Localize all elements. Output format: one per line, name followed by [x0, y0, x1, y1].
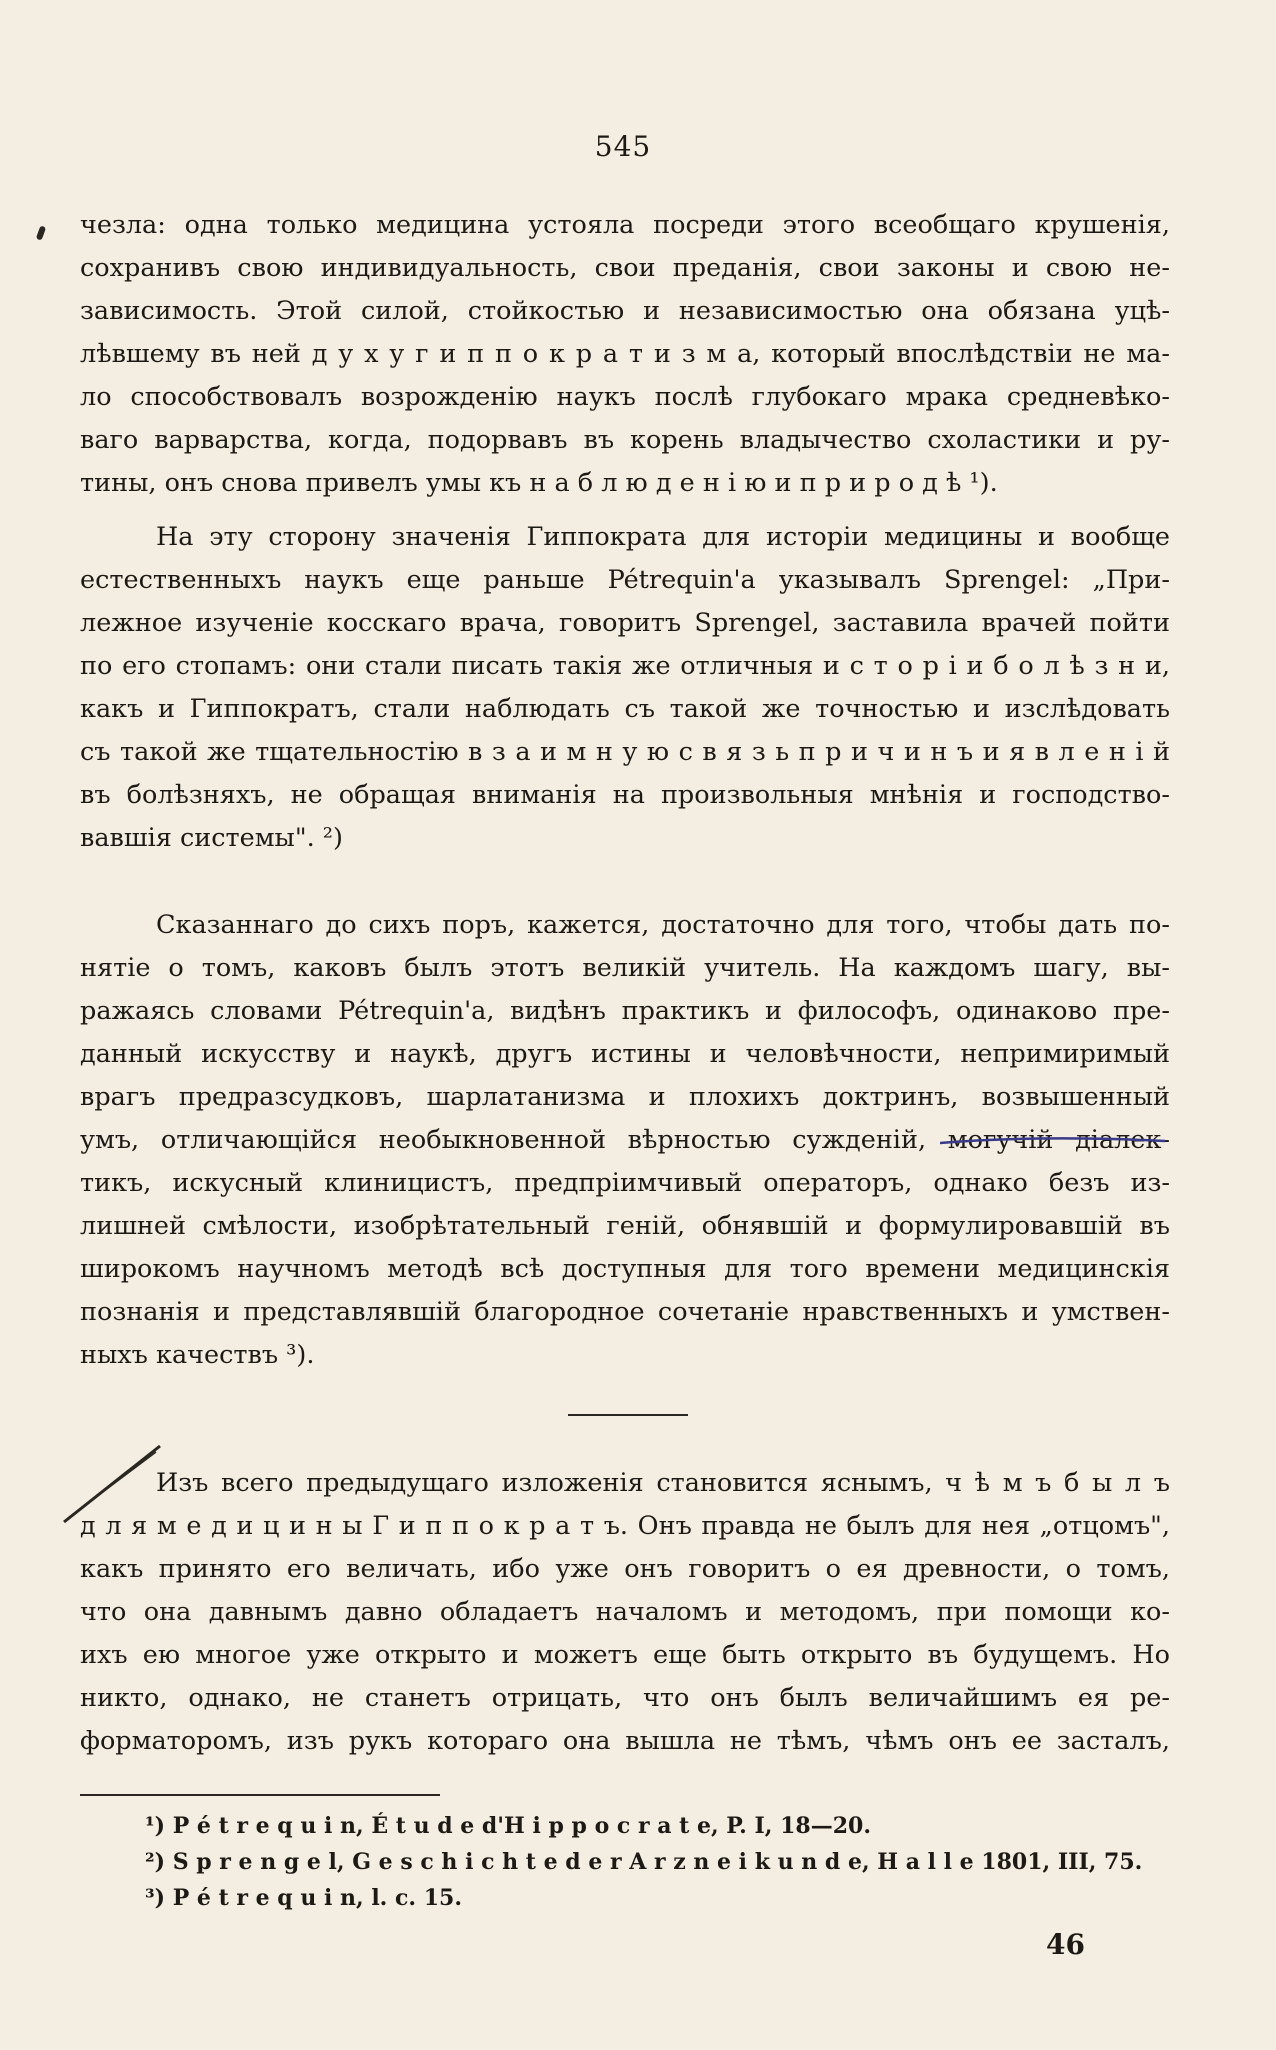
paragraph-2 — [80, 516, 1170, 860]
text-line: вавшія системы". ²) — [80, 823, 343, 853]
text-line: какъ и Гиппократъ, стали наблюдать съ такой же точностью и изслѣдовать — [80, 694, 1170, 724]
text-line: Изъ всего предыдущаго изложенія становится яснымъ, ч ѣ м ъ б ы л ъ — [156, 1468, 1170, 1498]
text-line: данный искусству и наукѣ, другъ истины и человѣчности, непримиримый — [80, 1039, 1170, 1069]
text-line: никто, однако, не станетъ отрицать, что онъ былъ величайшимъ ея ре- — [80, 1683, 1170, 1713]
text-line: ражаясь словами Pétrequin'а, видѣнъ практикъ и философъ, одинаково пре- — [80, 996, 1170, 1026]
paragraph-1 — [80, 204, 1170, 505]
ink-dot — [36, 225, 46, 240]
section-divider — [568, 1414, 688, 1416]
paragraph-4 — [80, 1462, 1170, 1763]
text-line: что она давнымъ давно обладаетъ началомъ и методомъ, при помощи ко- — [80, 1597, 1170, 1627]
text-line: тикъ, искусный клиницистъ, предпріимчивый операторъ, однако безъ из- — [80, 1168, 1170, 1198]
footnote-2: ²) S p r e n g e l, G e s c h i c h t e d e r A r z n e i k u n d e, H a l l e 1801, III, 75. — [145, 1849, 1143, 1875]
text-line: ваго варварства, когда, подорвавъ въ корень владычество схоластики и ру- — [80, 425, 1170, 455]
text-line: д л я м е д и ц и н ы Г и п п о к р а т ъ. Онъ правда не былъ для нея „отцомъ", — [80, 1511, 1170, 1541]
signature-number: 46 — [1046, 1928, 1085, 1961]
footnote-3: ³) P é t r e q u i n, l. c. 15. — [145, 1885, 462, 1911]
text-line: Сказаннаго до сихъ поръ, кажется, достаточно для того, чтобы дать по- — [156, 910, 1170, 940]
text-line: познанія и представлявшій благородное сочетаніе нравственныхъ и умствен- — [80, 1297, 1170, 1327]
text-line: чезла: одна только медицина устояла посреди этого всеобщаго крушенія, — [80, 210, 1170, 240]
text-line: сохранивъ свою индивидуальность, свои преданія, свои законы и свою не- — [80, 253, 1170, 283]
text-line: тины, онъ снова привелъ умы къ н а б л ю д е н і ю и п р и р о д ѣ ¹). — [80, 468, 998, 498]
text-line: естественныхъ наукъ еще раньше Pétrequin'а указывалъ Sprengel: „При- — [80, 565, 1170, 595]
footnote-divider — [80, 1794, 440, 1796]
text-line: нятіе о томъ, каковъ былъ этотъ великій учитель. На каждомъ шагу, вы- — [80, 953, 1170, 983]
footnotes — [145, 1808, 1145, 1916]
text-line: по его стопамъ: они стали писать такія же отличныя и с т о р і и б о л ѣ з н и, — [80, 651, 1170, 681]
text-line: форматоромъ, изъ рукъ котораго она вышла не тѣмъ, чѣмъ онъ ее засталъ, — [80, 1726, 1170, 1756]
text-line: лѣвшему въ ней д у х у г и п п о к р а т и з м а, который впослѣдствіи не ма- — [80, 339, 1170, 369]
text-line: съ такой же тщательностію в з а и м н у ю с в я з ь п р и ч и н ъ и я в л е н і й — [80, 737, 1170, 767]
pencil-underline — [940, 1135, 1170, 1195]
footnote-1: ¹) P é t r e q u i n, É t u d e d'H i p p o c r a t e, P. I, 18—20. — [145, 1813, 871, 1839]
text-line: На эту сторону значенія Гиппократа для исторіи медицины и вообще — [156, 522, 1170, 552]
text-line: въ болѣзняхъ, не обращая вниманія на произвольныя мнѣнія и господство- — [80, 780, 1170, 810]
text-line: умъ, отличающійся необыкновенной вѣрностью сужденій, могучій діалек- — [80, 1125, 1170, 1155]
text-line: ло способствовалъ возрожденію наукъ послѣ глубокаго мрака средневѣко- — [80, 382, 1170, 412]
text-line: лишней смѣлости, изобрѣтательный геній, обнявшій и формулировавшій въ — [80, 1211, 1170, 1241]
text-line: какъ принято его величать, ибо уже онъ говоритъ о ея древности, о томъ, — [80, 1554, 1170, 1584]
text-line: ныхъ качествъ ³). — [80, 1340, 315, 1370]
text-line: широкомъ научномъ методѣ всѣ доступныя для того времени медицинскія — [80, 1254, 1170, 1284]
page-number: 545 — [594, 130, 652, 163]
text-line: ихъ ею многое уже открыто и можетъ еще быть открыто въ будущемъ. Но — [80, 1640, 1170, 1670]
text-line: врагъ предразсудковъ, шарлатанизма и плохихъ доктринъ, возвышенный — [80, 1082, 1170, 1112]
text-line: зависимость. Этой силой, стойкостью и независимостью она обязана уцѣ- — [80, 296, 1170, 326]
text-line: лежное изученіе косскаго врача, говоритъ Sprengel, заставила врачей пойти — [80, 608, 1170, 638]
